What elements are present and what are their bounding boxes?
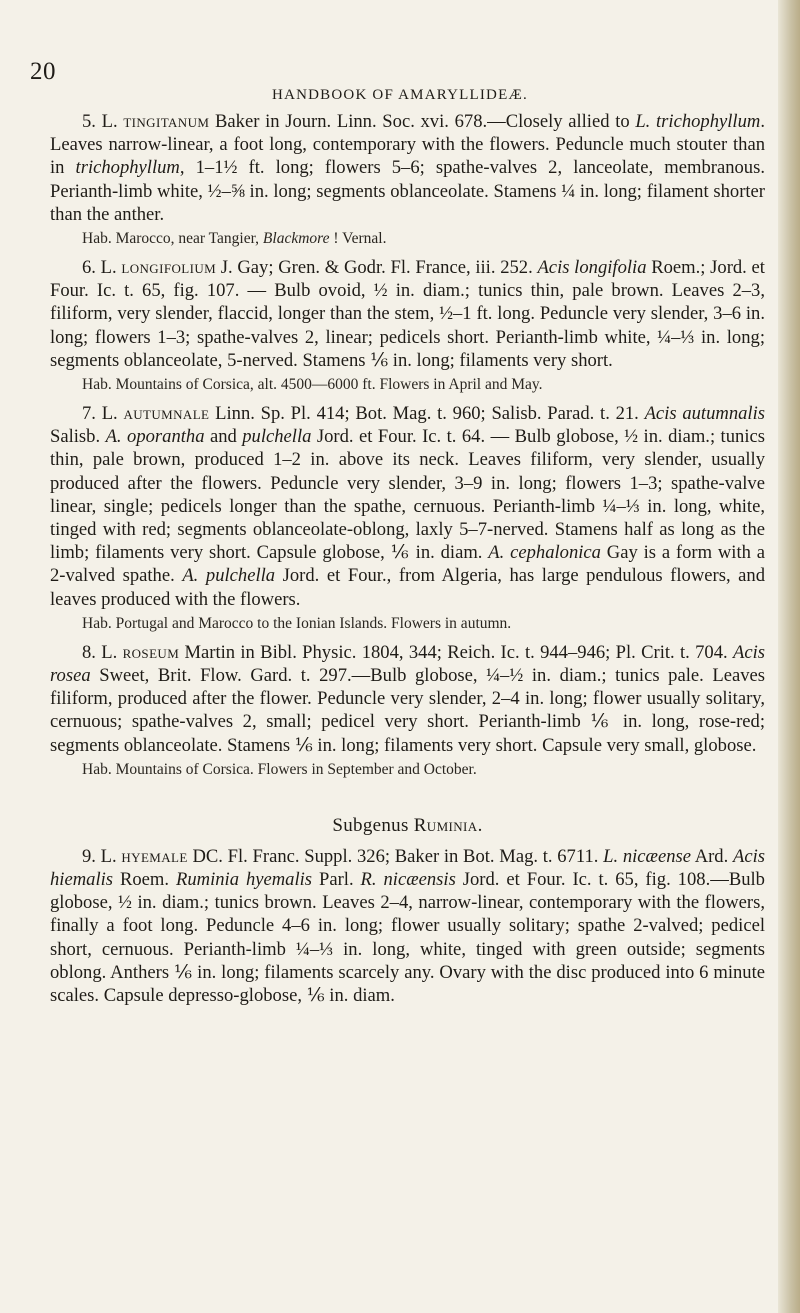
- entry-5: [50, 110, 765, 226]
- entry-text: Jord. et Four. Ic. t. 64. — Bulb globose, ½ in. diam.; tunics thin, pale brown, produced 1–2 in. above its neck. Leaves filiform, very slender, usually produced after the flowers. Peduncle very slender, 3–9 in. long; flowers 1–3; spathe-valve linear, single; pedicels longer than the spathe, cernuous. Perianth-limb ¼–⅓ in. long, white, tinged with red; segments oblanceolate-oblong, laxly 5–7-nerved. Stamens half as long as the limb; filaments very short. Capsule globose, ⅙ in. diam.: [50, 426, 765, 564]
- entry-text: Gay is a form with a 2-valved spathe.: [50, 542, 765, 587]
- synonym: L. nicæense: [603, 845, 691, 867]
- entry-text: J. Gay; Gren. & Godr. Fl. France, iii. 252.: [216, 257, 538, 279]
- subgenus-label: Subgenus: [332, 814, 414, 836]
- entry-number: 6. L.: [82, 257, 117, 279]
- synonym: R. nicæensis: [360, 869, 456, 891]
- entry-text: Linn. Sp. Pl. 414; Bot. Mag. t. 960; Salisb. Parad. t. 21.: [209, 403, 645, 425]
- synonym: Acis hiemalis: [50, 845, 765, 891]
- entry-number: 5. L.: [82, 111, 118, 132]
- entry-text: Roem.; Jord. et Four. Ic. t. 65, fig. 107. — Bulb ovoid, ½ in. diam.; tunics thin, pale brown. Leaves 2–3, filiform, very slender, flaccid, longer than the stem, ½–1 ft. long. Peduncle very slender, 3–6 in. long; flowers 1–3; spathe-valves 2, linear; pedicels short. Perianth-limb white, ¼–⅓ in. long; segments oblanceolate, 5-nerved. Stamens ⅙ in. long; filaments very short.: [50, 257, 765, 371]
- species-name: longifolium: [121, 257, 217, 279]
- entry-text: Jord. et Four., from Algeria, has large pendulous flowers, and leaves produced with the flowers.: [50, 565, 765, 610]
- species-name: hyemale: [121, 845, 188, 867]
- synonym: A. oporantha: [105, 426, 205, 448]
- habitat-8: Hab. Mountains of Corsica. Flowers in September and October.: [82, 760, 477, 778]
- synonym: L. trichophyllum: [635, 111, 761, 132]
- entry-number: 7. L.: [82, 403, 118, 425]
- entry-text: DC. Fl. Franc. Suppl. 326; Baker in Bot. Mag. t. 6711.: [187, 845, 604, 867]
- entry-text: Roem.: [113, 869, 176, 891]
- entry-8: [50, 641, 765, 757]
- synonym: Acis autumnalis: [644, 403, 765, 425]
- entry-text: . Leaves narrow-linear, a foot long, contemporary with the flowers. Peduncle much stouter than in: [50, 111, 765, 179]
- entry-number: 9. L.: [82, 845, 117, 867]
- page-number: 20: [30, 58, 56, 85]
- subgenus-heading: [50, 815, 765, 837]
- running-head: HANDBOOK OF AMARYLLIDEÆ.: [272, 87, 528, 103]
- subgenus-name: Ruminia: [413, 814, 478, 836]
- synonym: A. pulchella: [182, 565, 276, 587]
- entry-text: Sweet, Brit. Flow. Gard. t. 297.—Bulb globose, ¼–½ in. diam.; tunics pale. Leaves filiform, produced after the flower. Peduncle very slender, 2–4 in. long; flower usually solitary, cernuous; spathe-valves 2, small; pedicel very short. Perianth-limb ⅙ in. long, rose-red; segments oblanceolate. Stamens ⅙ in. long; filaments very short. Capsule very small, globose.: [50, 665, 765, 756]
- entry-text: Salisb.: [50, 426, 106, 448]
- body-text: [50, 110, 765, 1009]
- entry-text: Ard.: [691, 845, 733, 867]
- synonym: Acis rosea: [50, 641, 765, 687]
- entry-text: and: [204, 426, 243, 448]
- habitat-6: Hab. Mountains of Corsica, alt. 4500—6000 ft. Flowers in April and May.: [82, 376, 543, 394]
- page-edge: [778, 0, 800, 1313]
- synonym: Ruminia hyemalis: [175, 869, 313, 891]
- entry-7: [50, 402, 765, 611]
- entry-number: 8. L.: [82, 641, 118, 663]
- entry-text: , 1–1½ ft. long; flowers 5–6; spathe-valves 2, lanceolate, membranous. Perianth-limb white, ½–⅝ in. long; segments oblanceolate. Stamens ¼ in. long; filament shorter than the anther.: [50, 157, 765, 225]
- entry-text: Jord. et Four. Ic. t. 65, fig. 108.—Bulb globose, ½ in. diam.; tunics brown. Leaves 2–4, narrow-linear, contemporary with the flowers, finally a foot long. Peduncle 4–6 in. long; flower usually solitary; spathe 2-valved; pedicel short, cernuous. Perianth-limb ¼–⅓ in. long, white, tinged with green outside; segments oblong. Anthers ⅙ in. long; filaments scarcely any. Ovary with the disc produced into 6 minute scales. Capsule depresso-globose, ⅙ in. diam.: [50, 869, 765, 1007]
- species-name: roseum: [122, 641, 180, 663]
- entry-6: [50, 256, 765, 372]
- collector: Blackmore: [262, 230, 330, 248]
- habitat-text: Hab. Marocco, near Tangier,: [82, 230, 263, 248]
- entry-text: Martin in Bibl. Physic. 1804, 344; Reich. Ic. t. 944–946; Pl. Crit. t. 704.: [179, 641, 733, 663]
- habitat-5: [82, 228, 765, 250]
- entry-9: [50, 845, 765, 1007]
- entry-text: Parl.: [312, 869, 361, 891]
- synonym: A. cephalonica: [488, 542, 601, 564]
- species-name: tingitanum: [123, 111, 210, 132]
- habitat-7: Hab. Portugal and Marocco to the Ionian Islands. Flowers in autumn.: [82, 614, 512, 632]
- habitat-text: ! Vernal.: [329, 230, 387, 248]
- species-name: autumnale: [123, 403, 210, 425]
- synonym: Acis longifolia: [537, 257, 647, 279]
- synonym: pulchella: [242, 426, 312, 448]
- subgenus-end: .: [477, 814, 483, 836]
- entry-text: Baker in Journ. Linn. Soc. xvi. 678.—Closely allied to: [209, 111, 636, 132]
- synonym: trichophyllum: [75, 157, 180, 179]
